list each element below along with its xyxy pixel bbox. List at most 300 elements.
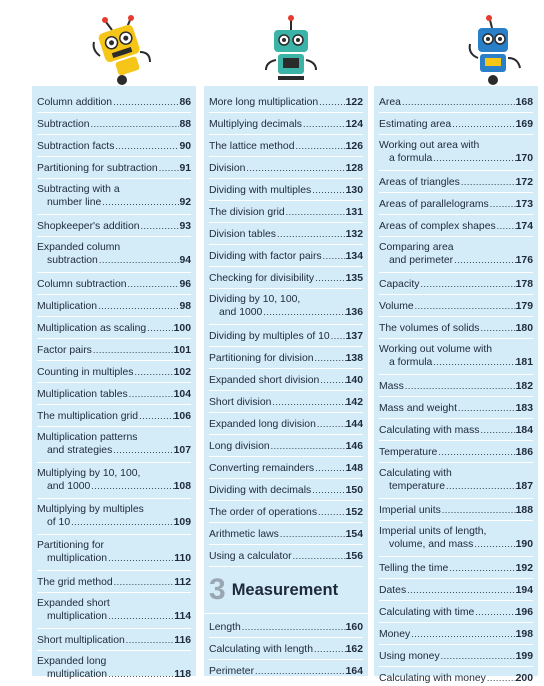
- page-number: 174: [515, 221, 533, 232]
- entry-title: Division: [209, 163, 246, 174]
- entry-title-continued: and 1000: [219, 307, 263, 318]
- page-number: 90: [179, 141, 191, 152]
- page-number: 178: [515, 279, 533, 290]
- page-number: 98: [179, 301, 191, 312]
- entry-title-continued: temperature: [389, 481, 446, 492]
- toc-entry: [209, 413, 363, 435]
- page-number: 194: [515, 585, 533, 596]
- page-number: 92: [179, 197, 191, 208]
- dot-leader: [437, 446, 515, 459]
- toc-entry: [209, 347, 363, 369]
- page-number: 107: [173, 445, 191, 456]
- toc-entry: [37, 317, 191, 339]
- toc-entry: [37, 215, 191, 237]
- toc-entry: [209, 245, 363, 267]
- toc-entry: [37, 157, 191, 179]
- entry-title: Telling the time: [379, 563, 449, 574]
- dot-leader: [410, 628, 515, 641]
- page-number: 136: [345, 307, 363, 318]
- toc-entry: [37, 571, 191, 593]
- entry-title: Multiplication patterns: [37, 432, 138, 443]
- toc-entry: [379, 441, 533, 463]
- dot-leader: [319, 374, 345, 387]
- entry-title: Counting in multiples: [37, 367, 134, 378]
- entry-title: Areas of complex shapes: [379, 221, 496, 232]
- page-number: 144: [345, 419, 363, 430]
- page-number: 168: [515, 97, 533, 108]
- page-number: 134: [345, 251, 363, 262]
- dot-leader: [270, 440, 346, 453]
- dot-leader: [404, 380, 516, 393]
- entry-title-continued: and 1000: [47, 481, 91, 492]
- dot-leader: [107, 552, 174, 565]
- entry-title: Calculating with: [379, 468, 452, 479]
- toc-entry: [379, 273, 533, 295]
- page-number: 109: [173, 517, 191, 528]
- dot-leader: [419, 278, 515, 291]
- dot-leader: [90, 118, 180, 131]
- entry-title: The order of operations: [209, 507, 318, 518]
- entry-title: The grid method: [37, 577, 113, 588]
- page-number: 187: [515, 481, 533, 492]
- entry-title: Using money: [379, 651, 440, 662]
- toc-entry: [379, 135, 533, 171]
- entry-title: Multiplying by 10, 100,: [37, 468, 141, 479]
- entry-title-continued: of 10: [47, 517, 71, 528]
- dot-leader: [146, 322, 174, 335]
- page-number: 181: [515, 357, 533, 368]
- toc-entry: [209, 267, 363, 289]
- page-number: 154: [345, 529, 363, 540]
- entry-title: Multiplication as scaling: [37, 323, 147, 334]
- page-number: 138: [345, 353, 363, 364]
- entry-title: Partitioning for subtraction: [37, 163, 158, 174]
- page-number: 192: [515, 563, 533, 574]
- entry-title: Perimeter: [209, 666, 255, 677]
- page-number: 173: [515, 199, 533, 210]
- toc-entry: [379, 215, 533, 237]
- entry-title: Imperial units of length,: [379, 526, 487, 537]
- dot-leader: [480, 322, 516, 335]
- page-number: 135: [345, 273, 363, 284]
- entry-title: Subtraction facts: [37, 141, 115, 152]
- entry-title: Calculating with length: [209, 644, 313, 655]
- contents-list: [204, 86, 368, 567]
- toc-entry: [209, 479, 363, 501]
- entry-title-continued: volume, and mass: [389, 539, 474, 550]
- dot-leader: [440, 650, 516, 663]
- entry-title-continued: a formula: [389, 153, 433, 164]
- dot-leader: [294, 140, 345, 153]
- dot-leader: [314, 352, 346, 365]
- page-number: 118: [174, 669, 191, 680]
- page-number: 148: [345, 463, 363, 474]
- dot-leader: [474, 606, 515, 619]
- toc-entry: [37, 113, 191, 135]
- dot-leader: [432, 152, 515, 165]
- entry-title: Short division: [209, 397, 272, 408]
- entry-title: Dividing with multiples: [209, 185, 312, 196]
- page-number: 122: [345, 97, 363, 108]
- dot-leader: [453, 254, 516, 267]
- dot-leader: [322, 250, 346, 263]
- page-number: 91: [179, 163, 191, 174]
- page-number: 160: [345, 622, 363, 633]
- toc-entry: [379, 601, 533, 623]
- dot-leader: [113, 576, 175, 589]
- toc-entry: [37, 651, 191, 686]
- dot-leader: [133, 366, 173, 379]
- page-number: 114: [174, 611, 191, 622]
- page-number: 137: [345, 331, 363, 342]
- dot-leader: [314, 272, 346, 285]
- page-number: 104: [173, 389, 191, 400]
- toc-entry: [37, 273, 191, 295]
- entry-title: Dividing with factor pairs: [209, 251, 322, 262]
- dot-leader: [314, 462, 346, 475]
- entry-title: Working out area with: [379, 140, 480, 151]
- dot-leader: [271, 396, 345, 409]
- toc-entry: [379, 237, 533, 273]
- entry-title: Length: [209, 622, 241, 633]
- toc-entry: [379, 193, 533, 215]
- entry-title-continued: number line: [47, 197, 102, 208]
- dot-leader: [330, 330, 346, 343]
- section-title: Measurement: [231, 580, 339, 599]
- page-number: 108: [173, 481, 191, 492]
- dot-leader: [107, 668, 174, 681]
- entry-title: Partitioning for division: [209, 353, 314, 364]
- entry-title: Factor pairs: [37, 345, 92, 356]
- toc-entry: [209, 435, 363, 457]
- page-number: 126: [345, 141, 363, 152]
- page-number: 156: [345, 551, 363, 562]
- toc-entry: [209, 179, 363, 201]
- dot-leader: [486, 672, 516, 685]
- toc-entry: [209, 369, 363, 391]
- page-number: 93: [179, 221, 191, 232]
- entry-title-continued: multiplication: [47, 669, 108, 680]
- dot-leader: [460, 176, 516, 189]
- entry-title: Capacity: [379, 279, 420, 290]
- toc-entry: [209, 523, 363, 545]
- page-number: 130: [345, 185, 363, 196]
- page-number: 106: [173, 411, 191, 422]
- toc-entry: [209, 638, 363, 660]
- page-number: 199: [515, 651, 533, 662]
- page-number: 196: [515, 607, 533, 618]
- toc-entry: [209, 91, 363, 113]
- page-number: 182: [515, 381, 533, 392]
- dot-leader: [97, 300, 179, 313]
- page-number: 131: [345, 207, 363, 218]
- toc-entry: [209, 457, 363, 479]
- entry-title: Shopkeeper's addition: [37, 221, 140, 232]
- entry-title: The division grid: [209, 207, 285, 218]
- toc-entry: [209, 157, 363, 179]
- section-number: 3: [209, 573, 226, 606]
- entry-title: Arithmetic laws: [209, 529, 279, 540]
- toc-entry: [209, 616, 363, 638]
- dot-leader: [313, 643, 346, 656]
- page-number: 169: [515, 119, 533, 130]
- toc-entry: [379, 375, 533, 397]
- page-number: 110: [174, 553, 191, 564]
- entry-title-continued: and strategies: [47, 445, 113, 456]
- entry-title: Expanded short: [37, 598, 110, 609]
- dot-leader: [311, 184, 345, 197]
- dot-leader: [441, 504, 516, 517]
- toc-entry: [37, 535, 191, 571]
- entry-title: Division tables: [209, 229, 276, 240]
- entry-title: The volumes of solids: [379, 323, 480, 334]
- toc-entry: [379, 579, 533, 601]
- page-number: 164: [345, 666, 363, 677]
- entry-title: Volume: [379, 301, 414, 312]
- contents-list: [374, 86, 538, 686]
- section-heading: [204, 567, 368, 614]
- dot-leader: [406, 584, 516, 597]
- entry-title: Dividing by 10, 100,: [209, 294, 301, 305]
- entry-title: Calculating with time: [379, 607, 475, 618]
- contents-column-2: [204, 86, 368, 676]
- dot-leader: [285, 206, 346, 219]
- toc-entry: [379, 521, 533, 557]
- entry-title: Calculating with money: [379, 673, 486, 684]
- dot-leader: [496, 220, 516, 233]
- toc-entry: [379, 463, 533, 499]
- dot-leader: [401, 96, 516, 109]
- page-number: 170: [515, 153, 533, 164]
- robot-teal-icon: [256, 8, 326, 88]
- page-number: 184: [515, 425, 533, 436]
- dot-leader: [302, 118, 346, 131]
- page-number: 128: [345, 163, 363, 174]
- contents-column-3: [374, 86, 538, 684]
- dot-leader: [128, 388, 174, 401]
- dot-leader: [414, 300, 516, 313]
- toc-entry: [37, 427, 191, 463]
- entry-title: Areas of parallelograms: [379, 199, 489, 210]
- dot-leader: [311, 484, 345, 497]
- dot-leader: [245, 162, 345, 175]
- page-number: 200: [515, 673, 533, 684]
- entry-title: Dividing by multiples of 10: [209, 331, 330, 342]
- dot-leader: [112, 444, 173, 457]
- toc-entry: [379, 645, 533, 667]
- entry-title: Multiplication tables: [37, 389, 128, 400]
- dot-leader: [241, 621, 346, 634]
- toc-entry: [379, 91, 533, 113]
- page-number: 101: [173, 345, 191, 356]
- entry-title: Temperature: [379, 447, 438, 458]
- dot-leader: [92, 344, 174, 357]
- toc-entry: [379, 339, 533, 375]
- entry-title: Areas of triangles: [379, 177, 460, 188]
- toc-entry: [379, 499, 533, 521]
- contents-column-1: [32, 86, 196, 680]
- dot-leader: [276, 228, 346, 241]
- toc-entry: [37, 383, 191, 405]
- dot-leader: [90, 480, 173, 493]
- page-number: 162: [345, 644, 363, 655]
- entry-title: Subtracting with a: [37, 184, 120, 195]
- toc-entry: [379, 557, 533, 579]
- page-number: 88: [179, 119, 191, 130]
- toc-entry: [209, 223, 363, 245]
- page-number: 188: [515, 505, 533, 516]
- toc-entry: [379, 419, 533, 441]
- entry-title: Multiplying by multiples: [37, 504, 144, 515]
- page-number: 102: [173, 367, 191, 378]
- page-number: 186: [515, 447, 533, 458]
- toc-entry: [209, 682, 363, 686]
- toc-entry: [37, 405, 191, 427]
- entry-title: Short multiplication: [37, 635, 125, 646]
- dot-leader: [98, 254, 180, 267]
- toc-entry: [37, 339, 191, 361]
- entry-title: Mass and weight: [379, 403, 457, 414]
- entry-title: Expanded long division: [209, 419, 316, 430]
- page-number: 140: [345, 375, 363, 386]
- page-number: 132: [345, 229, 363, 240]
- toc-entry: [379, 667, 533, 686]
- entry-title: Estimating area: [379, 119, 452, 130]
- toc-entry: [37, 179, 191, 215]
- toc-entry: [209, 289, 363, 325]
- entry-title: Multiplication: [37, 301, 98, 312]
- page-number: 198: [515, 629, 533, 640]
- dot-leader: [317, 506, 346, 519]
- entry-title: Money: [379, 629, 411, 640]
- dot-leader: [140, 220, 180, 233]
- toc-entry: [209, 113, 363, 135]
- entry-title: Expanded long: [37, 656, 107, 667]
- entry-title: Multiplying decimals: [209, 119, 302, 130]
- toc-entry: [209, 501, 363, 523]
- robot-yellow-icon: [86, 8, 156, 88]
- toc-entry: [37, 593, 191, 629]
- toc-entry: [37, 295, 191, 317]
- toc-entry: [37, 499, 191, 535]
- dot-leader: [127, 278, 180, 291]
- entry-title: Expanded column: [37, 242, 121, 253]
- toc-entry: [209, 391, 363, 413]
- page-number: 179: [515, 301, 533, 312]
- entry-title: The multiplication grid: [37, 411, 139, 422]
- entry-title: Checking for divisibility: [209, 273, 315, 284]
- entry-title: Partitioning for: [37, 540, 104, 551]
- dot-leader: [262, 306, 345, 319]
- toc-entry: [379, 623, 533, 645]
- toc-entry: [37, 237, 191, 273]
- dot-leader: [473, 538, 515, 551]
- dot-leader: [489, 198, 516, 211]
- toc-entry: [37, 135, 191, 157]
- toc-entry: [379, 171, 533, 193]
- toc-entry: [209, 660, 363, 682]
- dot-leader: [254, 665, 346, 678]
- page-number: 176: [515, 255, 533, 266]
- entry-title: Using a calculator: [209, 551, 292, 562]
- toc-entry: [379, 113, 533, 135]
- entry-title: The lattice method: [209, 141, 295, 152]
- entry-title: Working out volume with: [379, 344, 492, 355]
- entry-title: Column addition: [37, 97, 113, 108]
- dot-leader: [107, 610, 174, 623]
- entry-title-continued: multiplication: [47, 553, 108, 564]
- toc-entry: [209, 201, 363, 223]
- robot-blue-icon: [460, 8, 530, 88]
- page-number: 116: [174, 635, 191, 646]
- page-number: 124: [345, 119, 363, 130]
- entry-title: Dates: [379, 585, 407, 596]
- page-number: 112: [174, 577, 191, 588]
- entry-title: Mass: [379, 381, 404, 392]
- page-number: 146: [345, 441, 363, 452]
- toc-entry: [209, 135, 363, 157]
- dot-leader: [479, 424, 515, 437]
- toc-entry: [379, 397, 533, 419]
- dot-leader: [457, 402, 516, 415]
- dot-leader: [112, 96, 179, 109]
- entry-title: More long multiplication: [209, 97, 319, 108]
- toc-entry: [209, 325, 363, 347]
- contents-list: [204, 616, 368, 686]
- dot-leader: [158, 162, 180, 175]
- entry-title: Column subtraction: [37, 279, 127, 290]
- page-number: 142: [345, 397, 363, 408]
- toc-entry: [379, 295, 533, 317]
- dot-leader: [125, 634, 174, 647]
- page-number: 172: [515, 177, 533, 188]
- entry-title-continued: multiplication: [47, 611, 108, 622]
- page-number: 180: [515, 323, 533, 334]
- dot-leader: [138, 410, 174, 423]
- entry-title: Converting remainders: [209, 463, 315, 474]
- entry-title: Subtraction: [37, 119, 90, 130]
- entry-title-continued: a formula: [389, 357, 433, 368]
- entry-title: Dividing with decimals: [209, 485, 312, 496]
- page-number: 152: [345, 507, 363, 518]
- entry-title: Area: [379, 97, 401, 108]
- entry-title-continued: subtraction: [47, 255, 98, 266]
- page-number: 150: [345, 485, 363, 496]
- page-number: 86: [179, 97, 191, 108]
- entry-title-continued: and perimeter: [389, 255, 454, 266]
- entry-title: Imperial units: [379, 505, 441, 516]
- toc-entry: [37, 629, 191, 651]
- dot-leader: [316, 418, 346, 431]
- entry-title: Expanded short division: [209, 375, 320, 386]
- dot-leader: [101, 196, 179, 209]
- toc-entry: [37, 91, 191, 113]
- page-number: 96: [179, 279, 191, 290]
- page-number: 183: [515, 403, 533, 414]
- dot-leader: [451, 118, 515, 131]
- entry-title: Long division: [209, 441, 270, 452]
- dot-leader: [432, 356, 515, 369]
- dot-leader: [70, 516, 174, 529]
- page-number: 100: [173, 323, 191, 334]
- dot-leader: [292, 550, 346, 563]
- toc-entry: [37, 463, 191, 499]
- dot-leader: [448, 562, 515, 575]
- dot-leader: [318, 96, 346, 109]
- toc-entry: [379, 317, 533, 339]
- entry-title: Calculating with mass: [379, 425, 480, 436]
- dot-leader: [445, 480, 516, 493]
